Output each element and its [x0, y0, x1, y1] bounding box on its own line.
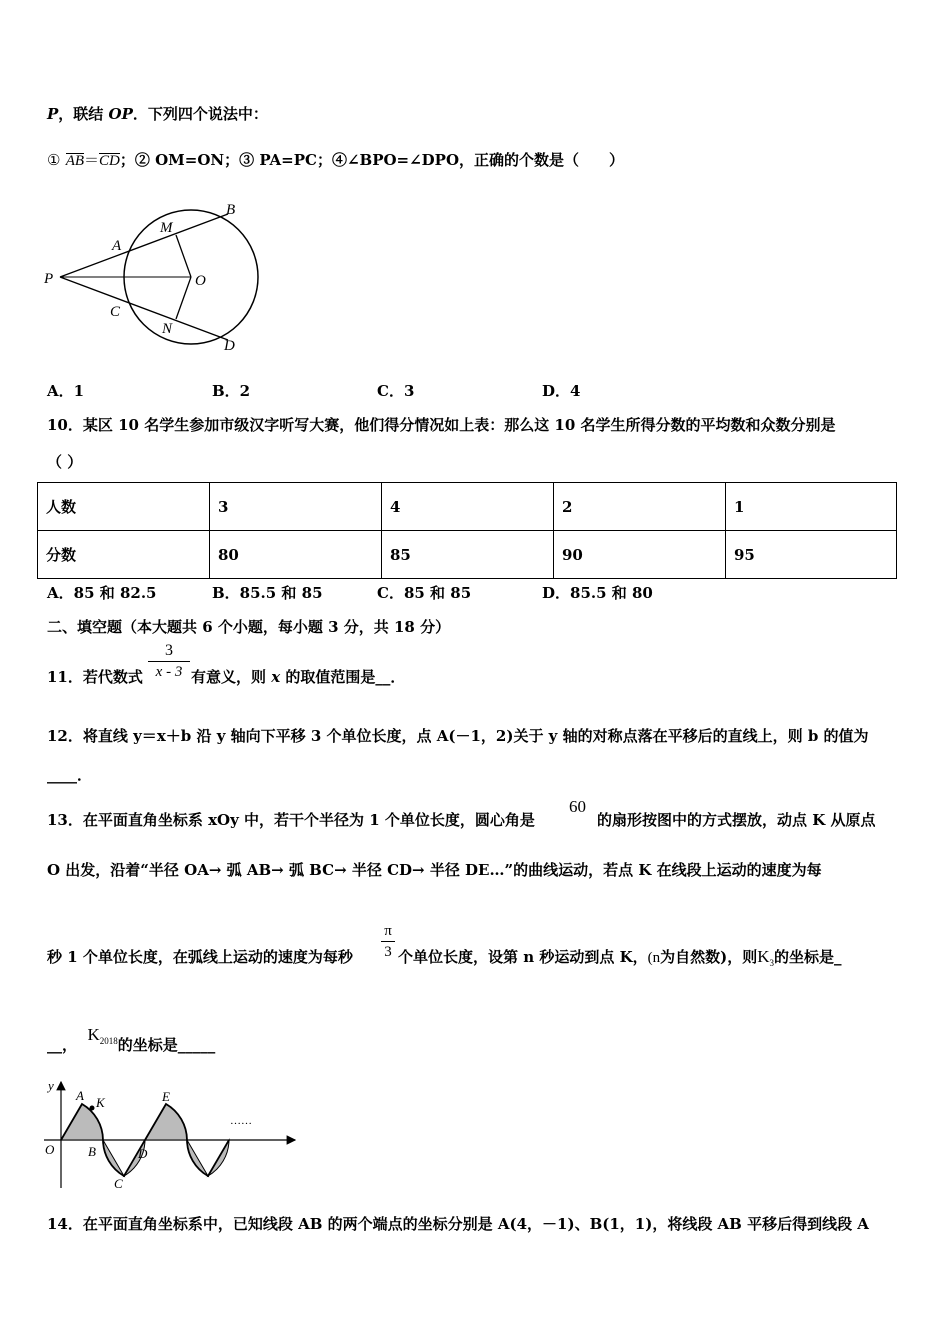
- label-dots: ……: [230, 1115, 252, 1127]
- table-cell: 3: [210, 483, 382, 531]
- q13-line4: [47, 1025, 216, 1056]
- q9-circle-figure: [40, 200, 270, 360]
- label-d: D: [138, 1146, 148, 1161]
- q13-l3-post: 的坐标是_: [774, 948, 842, 966]
- sector-2: [103, 1140, 124, 1176]
- label-b: B: [88, 1144, 96, 1159]
- q9-line1-end: ．下列四个说法中：: [132, 105, 268, 123]
- q9-statements: [47, 149, 624, 170]
- label-o: O: [45, 1142, 55, 1157]
- q11-denominator: x - 3: [155, 664, 183, 680]
- q10-paren: （ ）: [47, 453, 83, 471]
- label-b: B: [226, 202, 236, 218]
- q13-l4-post: 的坐标是_____: [117, 1036, 216, 1054]
- q9-line1-mid: ，联结: [58, 105, 109, 123]
- point-k: [90, 1106, 95, 1111]
- label-c: C: [114, 1176, 123, 1191]
- q13-line3-pre: 秒 1 个单位长度，在弧线上运动的速度为每秒: [47, 948, 353, 966]
- q12-line1: 12．将直线 y＝x＋b 沿 y 轴向下平移 3 个单位长度，点 A(－1，2)关于 y 轴的对称点落在平移后的直线上，则 b 的值为: [47, 727, 869, 745]
- q11-var: x: [271, 668, 281, 686]
- q13-n-paren: (n: [647, 950, 661, 966]
- q9-option-d[interactable]: D．4: [542, 382, 581, 400]
- q11-pre: 11．若代数式: [47, 668, 143, 686]
- label-y: y: [48, 1078, 54, 1093]
- q10-option-d[interactable]: D．85.5 和 80: [542, 584, 653, 602]
- q9-stmt-1-marker: ①: [47, 153, 61, 169]
- q9-arc-ab: AB: [65, 153, 85, 169]
- q11-fraction: [148, 641, 190, 682]
- q9-arc-cd: CD: [99, 153, 120, 169]
- label-m: M: [160, 220, 173, 236]
- q9-stmt-rest: ；② OM=ON；③ PA=PC；④∠BPO=∠DPO，正确的个数是（ ）: [119, 151, 625, 169]
- table-cell: 2: [554, 483, 726, 531]
- q9-option-c[interactable]: C．3: [377, 382, 415, 400]
- table-cell: 4: [382, 483, 554, 531]
- q13-pi: π: [381, 921, 395, 942]
- table-cell: 分数: [38, 531, 210, 579]
- label-a: A: [76, 1088, 84, 1103]
- q14-line1: 14．在平面直角坐标系中，已知线段 AB 的两个端点的坐标分别是 A(4，－1)、B(1，1)，将线段 AB 平移后得到线段 A: [47, 1215, 869, 1233]
- label-n: N: [162, 321, 173, 337]
- table-cell: 人数: [38, 483, 210, 531]
- q13-k2018: K: [87, 1025, 100, 1044]
- table-cell: 80: [210, 531, 382, 579]
- q13-k3-sub: 3: [769, 958, 775, 968]
- q12-line2: ____．: [47, 766, 93, 784]
- sector-4: [187, 1140, 208, 1176]
- table-row: [38, 531, 897, 579]
- q13-three: 3: [384, 944, 392, 960]
- q10-option-b[interactable]: B．85.5 和 85: [212, 584, 323, 602]
- q9-line1: [47, 103, 268, 124]
- q13-l3-mid: 个单位长度，设第 n 秒运动到点 K，: [398, 948, 648, 966]
- q11-post-b: 的取值范围是__．: [280, 668, 406, 686]
- q13-line3-rest: [398, 946, 842, 968]
- table-cell: 95: [726, 531, 897, 579]
- q13-l4-pre: __，: [47, 1036, 78, 1054]
- q13-line1-pre: 13．在平面直角坐标系 xOy 中，若干个半径为 1 个单位长度，圆心角是: [47, 811, 535, 829]
- q13-sector-figure: [40, 1076, 300, 1191]
- q13-l3-mid2: 为自然数)，则: [660, 948, 758, 966]
- q11-numerator: 3: [148, 641, 190, 662]
- label-p: P: [44, 271, 54, 287]
- table-cell: 85: [382, 531, 554, 579]
- q13-angle: 60: [569, 797, 586, 816]
- q9-equals: ＝: [84, 153, 100, 169]
- q9-point-p: P: [47, 105, 59, 123]
- line-mo: [176, 235, 191, 277]
- q13-k: K: [757, 947, 770, 966]
- q10-option-a[interactable]: A．85 和 82.5: [47, 584, 157, 602]
- q11-post-a: 有意义，则: [191, 668, 272, 686]
- q13-line1-post: 的扇形按图中的方式摆放，动点 K 从原点: [597, 811, 876, 829]
- line-pb: [60, 214, 228, 277]
- label-e: E: [162, 1089, 170, 1104]
- q9-segment-op: OP: [108, 105, 133, 123]
- label-c: C: [110, 304, 121, 320]
- line-no: [176, 277, 191, 319]
- label-d: D: [224, 338, 235, 354]
- sector-3: [145, 1104, 187, 1140]
- table-cell: 1: [726, 483, 897, 531]
- q9-option-a[interactable]: A．1: [47, 382, 85, 400]
- q10-score-table: [37, 482, 897, 579]
- label-a: A: [112, 238, 122, 254]
- q13-k2018-sub: 2018: [99, 1036, 118, 1046]
- label-k: K: [96, 1095, 105, 1110]
- table-row: [38, 483, 897, 531]
- q13-pi-over-3: [381, 921, 395, 962]
- q11-post: [191, 666, 405, 687]
- q10-option-c[interactable]: C．85 和 85: [377, 584, 472, 602]
- q13-line2: O 出发，沿着“半径 OA→ 弧 AB→ 弧 BC→ 半径 CD→ 半径 DE…”的曲线运动，若点 K 在线段上运动的速度为每: [47, 861, 822, 879]
- section-2-heading: 二、填空题（本大题共 6 个小题，每小题 3 分，共 18 分）: [47, 618, 451, 636]
- table-cell: 90: [554, 531, 726, 579]
- label-o: O: [195, 273, 206, 289]
- q9-option-b[interactable]: B．2: [212, 382, 251, 400]
- q10-stem: 10．某区 10 名学生参加市级汉字听写大赛，他们得分情况如上表：那么这 10 名学生所得分数的平均数和众数分别是: [47, 416, 836, 434]
